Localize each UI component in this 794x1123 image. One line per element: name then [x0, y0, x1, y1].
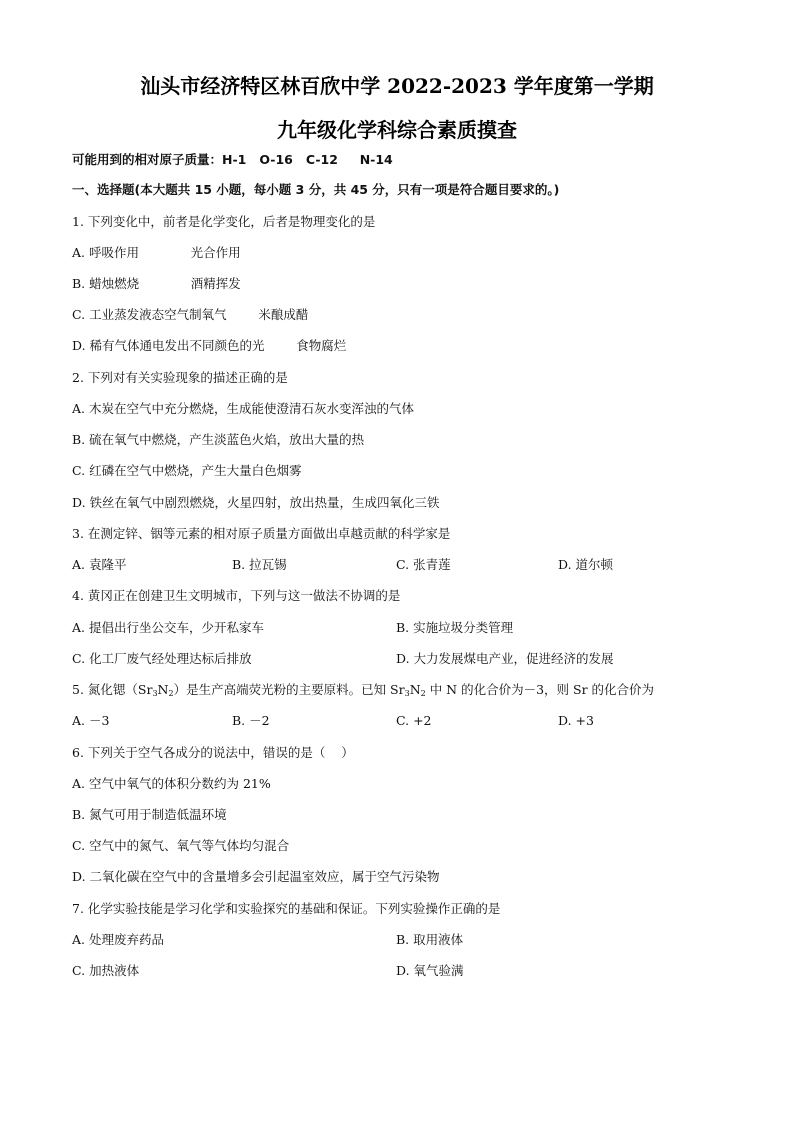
question-2-option-c: C. 红磷在空气中燃烧，产生大量白色烟雾 [72, 463, 302, 478]
question-3-option-d: D. 道尔顿 [558, 557, 614, 572]
question-3-option-a: A. 袁隆平 [72, 557, 127, 572]
question-4-option-b: B. 实施垃圾分类管理 [396, 620, 514, 635]
section-heading: 一、选择题(本大题共 15 小题，每小题 3 分，共 45 分，只有一项是符合题目要求的。) [72, 182, 560, 197]
question-6-option-a: A. 空气中氧气的体积分数约为 21% [72, 776, 271, 791]
question-7-option-c: C. 加热液体 [72, 963, 140, 978]
atomic-masses: 可能用到的相对原子质量：H-1 O-16 C-12 N-14 [72, 152, 393, 167]
question-5-option-d: D. +3 [558, 713, 594, 728]
question-2-option-a: A. 木炭在空气中充分燃烧，生成能使澄清石灰水变浑浊的气体 [72, 401, 414, 416]
question-4-option-a: A. 提倡出行坐公交车，少开私家车 [72, 620, 264, 635]
question-2-option-d: D. 铁丝在氧气中剧烈燃烧，火星四射，放出热量，生成四氧化三铁 [72, 495, 440, 510]
question-5-option-c: C. +2 [396, 713, 432, 728]
question-7-option-d: D. 氧气验满 [396, 963, 464, 978]
question-1-option-c: C. 工业蒸发液态空气制氧气 米酿成醋 [72, 307, 309, 322]
question-7-option-b: B. 取用液体 [396, 932, 464, 947]
question-5-option-b: B. －2 [232, 713, 270, 728]
question-5-stem: 5. 氮化锶$(Sr_3N_2)$是生产高端荧光粉的主要原料。已知 $Sr_3N_2$ 中 N 的化合价为－3，则 Sr 的化合价为 [72, 682, 655, 698]
question-1-stem: 1. 下列变化中，前者是化学变化，后者是物理变化的是 [72, 214, 376, 229]
question-4-stem: 4. 黄冈正在创建卫生文明城市，下列与这一做法不协调的是 [72, 588, 401, 603]
question-5-option-a: A. －3 [72, 713, 110, 728]
question-1-option-b: B. 蜡烛燃烧 酒精挥发 [72, 276, 241, 291]
question-1-option-a: A. 呼吸作用 光合作用 [72, 245, 241, 260]
question-3-option-b: B. 拉瓦锡 [232, 557, 287, 572]
question-2-option-b: B. 硫在氧气中燃烧，产生淡蓝色火焰，放出大量的热 [72, 432, 365, 447]
page-title: 汕头市经济特区林百欣中学 2022-2023 学年度第一学期 [140, 74, 654, 98]
question-6-option-c: C. 空气中的氮气、氧气等气体均匀混合 [72, 838, 290, 853]
question-7-option-a: A. 处理废弃药品 [72, 932, 164, 947]
question-6-option-d: D. 二氧化碳在空气中的含量增多会引起温室效应，属于空气污染物 [72, 869, 440, 884]
page-subtitle: 九年级化学科综合素质摸查 [277, 118, 517, 142]
question-6-option-b: B. 氮气可用于制造低温环境 [72, 807, 227, 822]
question-2-stem: 2. 下列对有关实验现象的描述正确的是 [72, 370, 288, 385]
question-7-stem: 7. 化学实验技能是学习化学和实验探究的基础和保证。下列实验操作正确的是 [72, 901, 501, 916]
question-4-option-d: D. 大力发展煤电产业，促进经济的发展 [396, 651, 614, 666]
question-3-stem: 3. 在测定锌、铟等元素的相对原子质量方面做出卓越贡献的科学家是 [72, 526, 451, 541]
question-4-option-c: C. 化工厂废气经处理达标后排放 [72, 651, 252, 666]
question-6-stem: 6. 下列关于空气各成分的说法中，错误的是（ ） [72, 745, 354, 760]
question-1-option-d: D. 稀有气体通电发出不同颜色的光 食物腐烂 [72, 338, 347, 353]
question-3-option-c: C. 张青莲 [396, 557, 451, 572]
